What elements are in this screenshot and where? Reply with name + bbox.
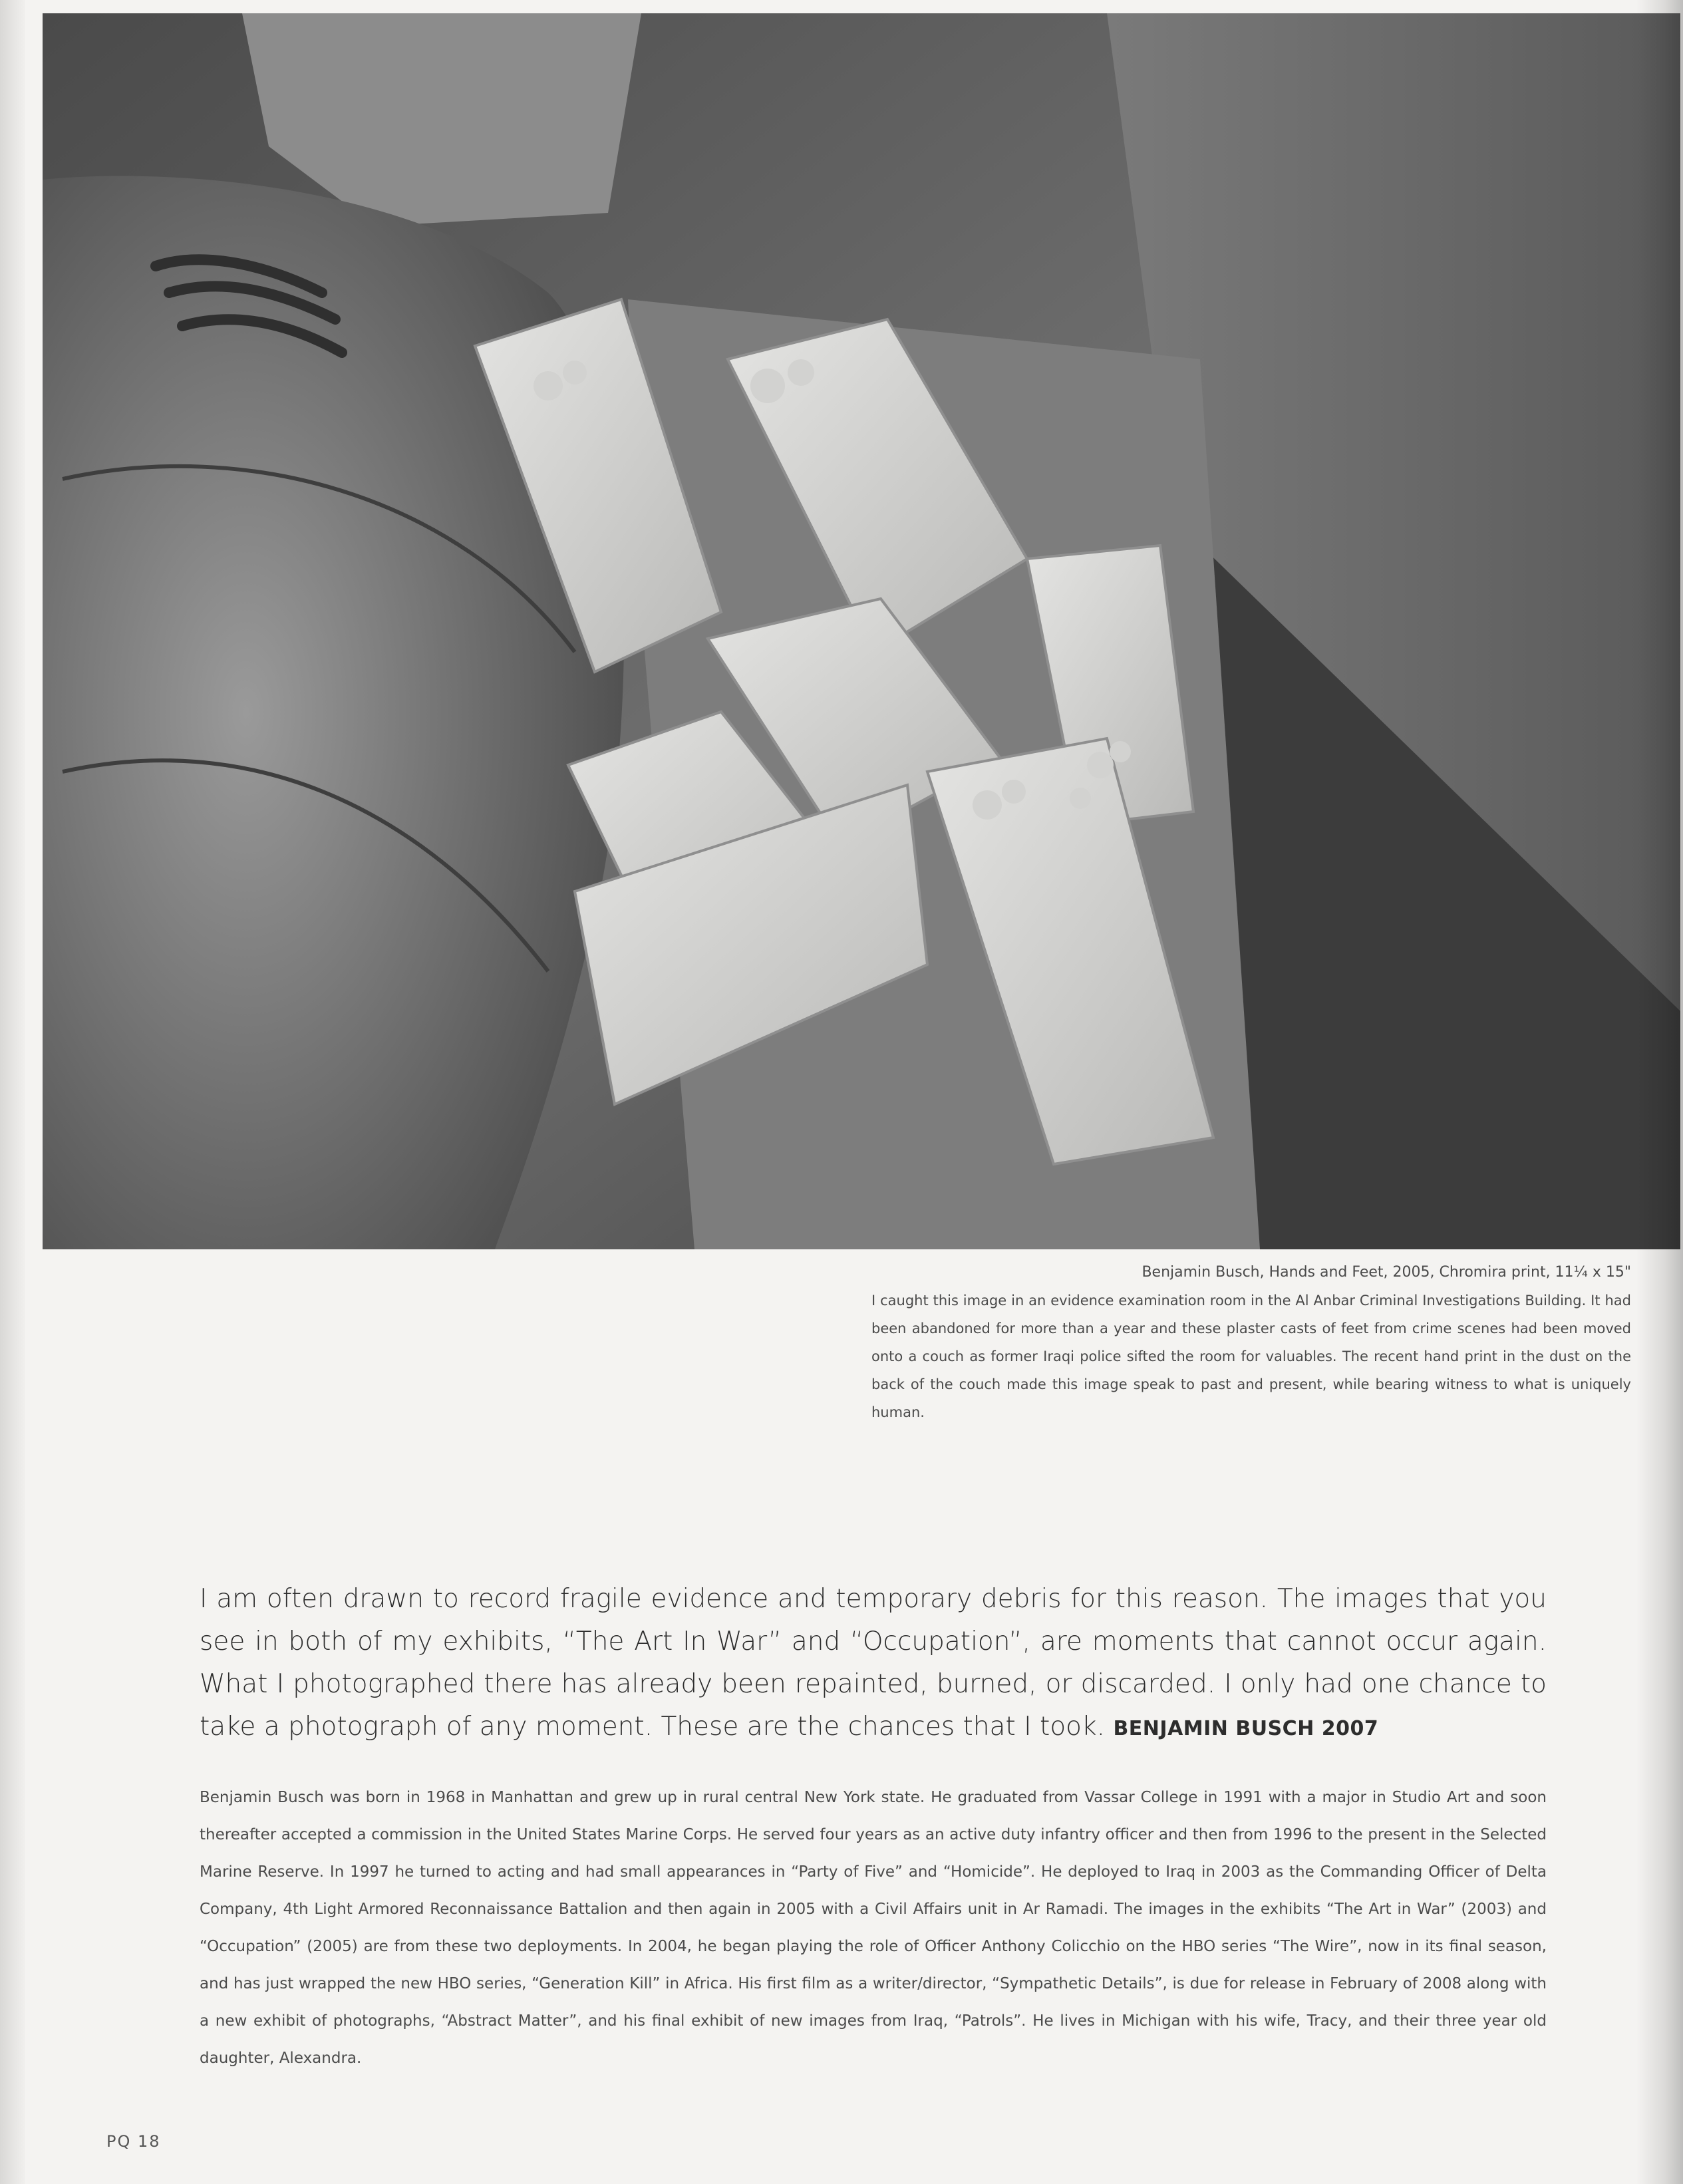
- page-fold-shadow: [1636, 0, 1683, 2184]
- artist-biography: Benjamin Busch was born in 1968 in Manhattan and grew up in rural central New York state. He graduated from Vassar College in 1991 with a major in Studio Art and soon thereafter accepted a commission in the United States Marine Corps. He served four years as an active duty infantry officer and then from 1996 to the present in the Selected Marine Reserve. In 1997 he turned to acting and had small appearances in “Party of Five” and “Homicide”. He deployed to Iraq in 2003 as the Commanding Officer of Delta Company, 4th Light Armored Reconnaissance Battalion and then again in 2005 with a Civil Affairs unit in Ar Ramadi. The images in the exhibits “The Art in War” (2003) and “Occupation” (2005) are from these two deployments. In 2004, he began playing the role of Officer Anthony Colicchio on the HBO series “The Wire”, now in its final season, and has just wrapped the new HBO series, “Generation Kill” in Africa. His first film as a writer/director, “Sympathetic Details”, is due for release in February of 2008 along with a new exhibit of photographs, “Abstract Matter”, and his final exhibit of new images from Iraq, “Patrols”. He lives in Michigan with his wife, Tracy, and their three year old daughter, Alexandra.: [200, 1789, 1547, 2067]
- photograph: [43, 13, 1680, 1249]
- artist-quote: [200, 1578, 1547, 1750]
- page-number: PQ 18: [106, 2132, 161, 2151]
- page-gutter: [0, 0, 25, 2184]
- quote-credit: BENJAMIN BUSCH 2007: [1113, 1717, 1379, 1740]
- photo-caption: [871, 1259, 1631, 1426]
- foot-casts-photo-icon: [43, 13, 1680, 1249]
- caption-title: Benjamin Busch, Hands and Feet, 2005, Chromira print, 11¼ x 15": [1142, 1264, 1631, 1281]
- caption-text: I caught this image in an evidence examination room in the Al Anbar Criminal Investigations Building. It had been abandoned for more than a year and these plaster casts of feet from crime scenes had been moved onto a couch as former Iraqi police sifted the room for valuables. The recent hand print in the dust on the back of the couch made this image speak to past and present, while bearing witness to what is uniquely human.: [871, 1293, 1631, 1420]
- quote-text: I am often drawn to record fragile evidence and temporary debris for this reason. The images that you see in both of my exhibits, “The Art In War” and “Occupation”, are moments that cannot occur again. What I photographed there has already been repainted, burned, or discarded. I only had one chance to take a photograph of any moment. These are the chances that I took.: [200, 1584, 1547, 1742]
